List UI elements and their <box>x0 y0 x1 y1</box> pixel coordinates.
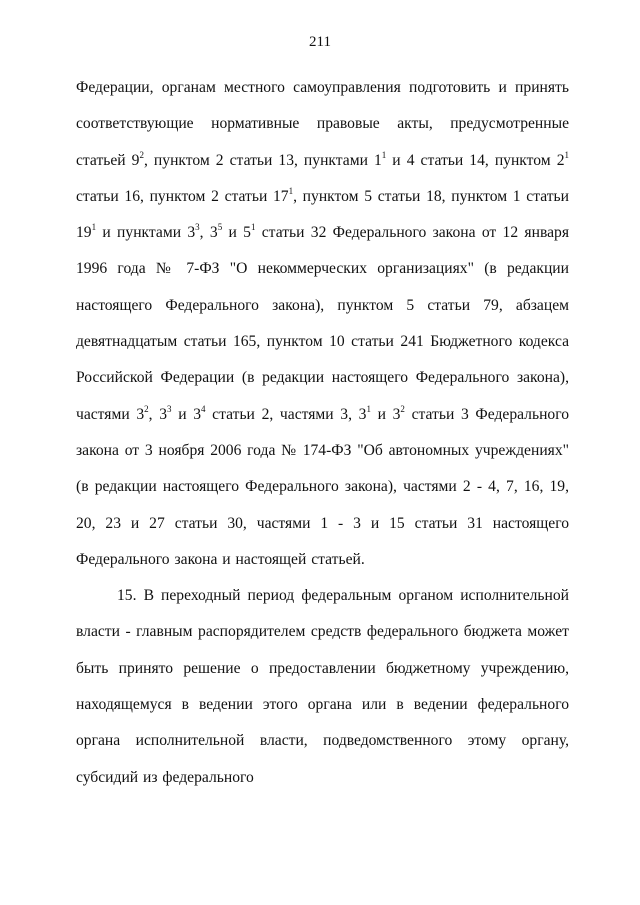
superscript: 2 <box>400 403 405 414</box>
text-run: и 3 <box>171 405 202 423</box>
superscript: 1 <box>366 403 371 414</box>
text-run: статьи 32 Федерального закона от 12 января 1996 года № 7-ФЗ "О некоммерческих организациях" (в редакции настоящего Федерального закона), пунктом 5 статьи 79, абзацем девятнадцатым статьи 165, пунктом 10 статьи 241 Бюджетного кодекса Российской Федерации (в редакции настоящего Федерального закона), частями 3 <box>76 224 569 423</box>
superscript: 1 <box>91 222 97 233</box>
text-run: Федерации, органам местного самоуправления подготовить и принять соответствующие нормативные правовые акты, предусмотренные статьей 9 <box>76 79 569 169</box>
paragraph <box>76 70 569 578</box>
superscript: 1 <box>250 222 256 233</box>
text-run: статьи 2, частями 3, 3 <box>205 405 367 423</box>
superscript: 4 <box>201 403 206 414</box>
text-run: , пунктом 2 статьи 13, пунктами 1 <box>143 151 382 169</box>
superscript: 3 <box>195 222 200 233</box>
text-run: и пунктами 3 <box>96 224 196 242</box>
page-number: 211 <box>309 34 331 50</box>
text-run: 15. В переходный период федеральным органом исполнительной власти - главным распорядителем средств федерального бюджета может быть принято решение о предоставлении бюджетному учреждению, находящемуся в ведении этого органа или в ведении федерального органа исполнительной власти, подведомственного этому органу, субсидий из федерального <box>76 587 569 786</box>
text-run: , 3 <box>199 224 218 242</box>
superscript: 1 <box>564 149 569 160</box>
superscript: 2 <box>144 403 149 414</box>
superscript: 5 <box>217 222 223 233</box>
text-run: и 4 статьи 14, пунктом 2 <box>386 151 565 169</box>
text-run: , 3 <box>148 405 168 423</box>
superscript: 1 <box>381 149 387 160</box>
text-run: , пунктом 5 статьи 18, пунктом 1 статьи 19 <box>76 187 569 242</box>
text-run: и 5 <box>222 224 251 242</box>
paragraph <box>76 578 569 796</box>
document-body <box>76 70 569 796</box>
superscript: 3 <box>167 403 172 414</box>
text-run: статьи 3 Федерального закона от 3 ноября 2006 года № 174-ФЗ "Об автономных учреждениях" (в редакции настоящего Федерального закона), частями 2 - 4, 7, 16, 19, 20, 23 и 27 статьи 30, частями 1 - 3 и 15 статьи 31 настоящего Федерального закона и настоящей статьей. <box>76 405 570 568</box>
superscript: 1 <box>288 185 294 196</box>
text-run: и 3 <box>370 405 401 423</box>
text-run: статьи 16, пунктом 2 статьи 17 <box>76 187 289 205</box>
superscript: 2 <box>139 149 144 160</box>
